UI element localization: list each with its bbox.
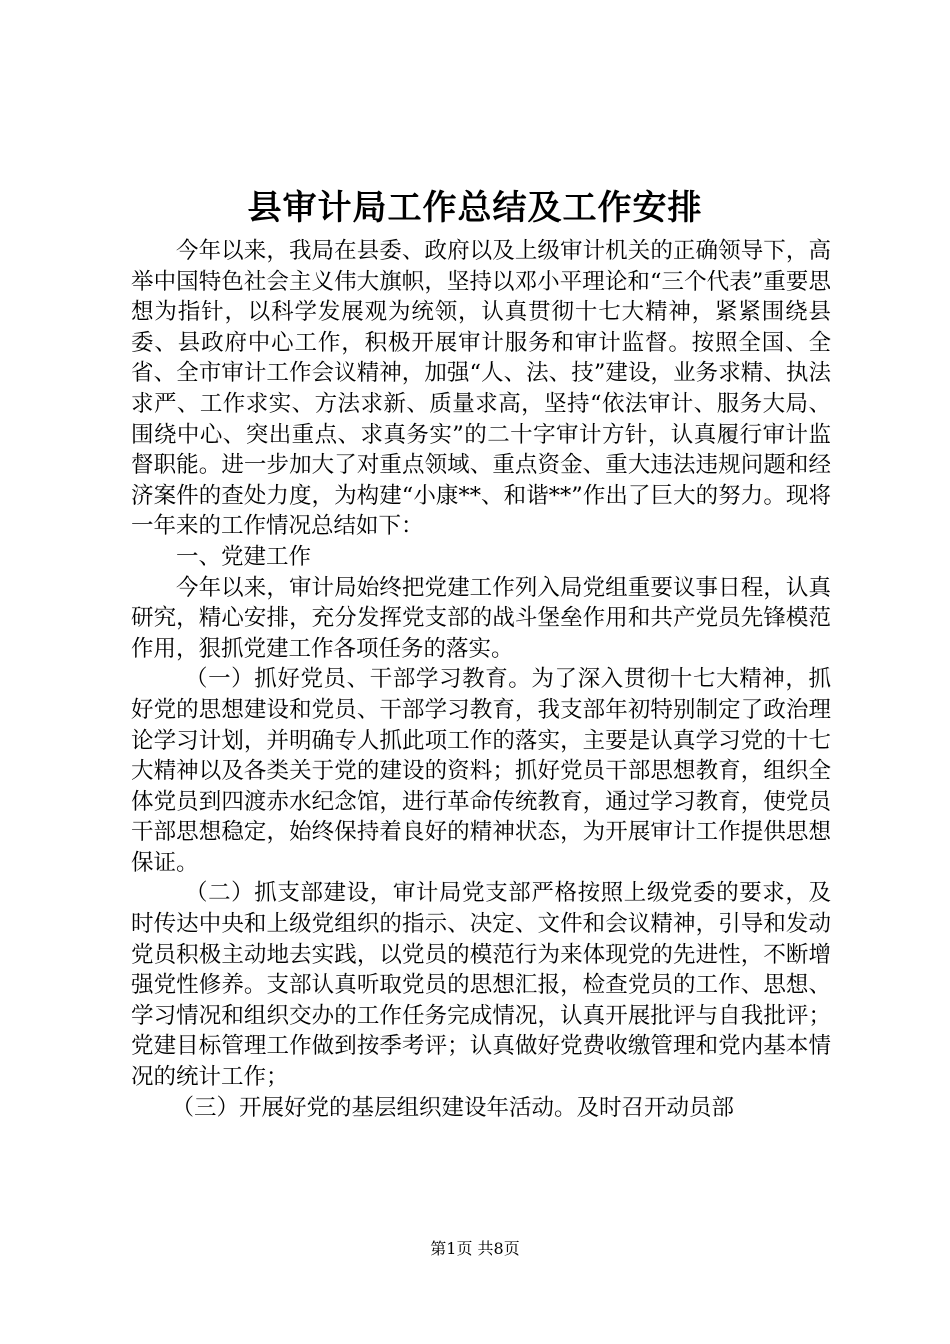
paragraph-item-1: （一）抓好党员、干部学习教育。为了深入贯彻十七大精神，抓好党的思想建设和党员、干部学习教育，我支部年初特别制定了政治理论学习计划，并明确专人抓此项工作的落实，主要是认真学习党的十七大精神以及各类关于党的建设的资料；抓好党员干部思想教育，组织全体党员到四渡赤水纪念馆，进行革命传统教育，通过学习教育，使党员干部思想稳定，始终保持着良好的精神状态，为开展审计工作提供思想保证。 xyxy=(131,666,831,876)
paragraph-party-building: 今年以来，审计局始终把党建工作列入局党组重要议事日程，认真研究，精心安排，充分发挥党支部的战斗堡垒作用和共产党员先锋模范作用，狠抓党建工作各项任务的落实。 xyxy=(131,574,831,662)
section-heading-party-building: 一、党建工作 xyxy=(176,543,312,570)
page-footer: 第1页 共8页 xyxy=(430,1239,520,1258)
document-body xyxy=(131,236,831,1123)
document-title: 县审计局工作总结及工作安排 xyxy=(247,188,703,228)
paragraph-item-3: （三）开展好党的基层组织建设年活动。及时召开动员部 xyxy=(171,1094,735,1121)
paragraph-intro: 今年以来，我局在县委、政府以及上级审计机关的正确领导下，高举中国特色社会主义伟大旗帜，坚持以邓小平理论和“三个代表”重要思想为指针，以科学发展观为统领，认真贯彻十七大精神，紧紧围绕县委、县政府中心工作，积极开展审计服务和审计监督。按照全国、全省、全市审计工作会议精神，加强“人、法、技”建设，业务求精、执法求严、工作求实、方法求新、质量求高，坚持“依法审计、服务大局、围绕中心、突出重点、求真务实”的二十字审计方针，认真履行审计监督职能。进一步加大了对重点领域、重点资金、重大违法违规问题和经济案件的查处力度，为构建“小康**、和谐**”作出了巨大的努力。现将一年来的工作情况总结如下： xyxy=(131,238,831,540)
paragraph-item-2: （二）抓支部建设，审计局党支部严格按照上级党委的要求，及时传达中央和上级党组织的指示、决定、文件和会议精神，引导和发动党员积极主动地去实践，以党员的模范行为来体现党的先进性，不断增强党性修养。支部认真听取党员的思想汇报，检查党员的工作、思想、学习情况和组织交办的工作任务完成情况，认真开展批评与自我批评；党建目标管理工作做到按季考评；认真做好党费收缴管理和党内基本情况的统计工作； xyxy=(131,880,831,1091)
